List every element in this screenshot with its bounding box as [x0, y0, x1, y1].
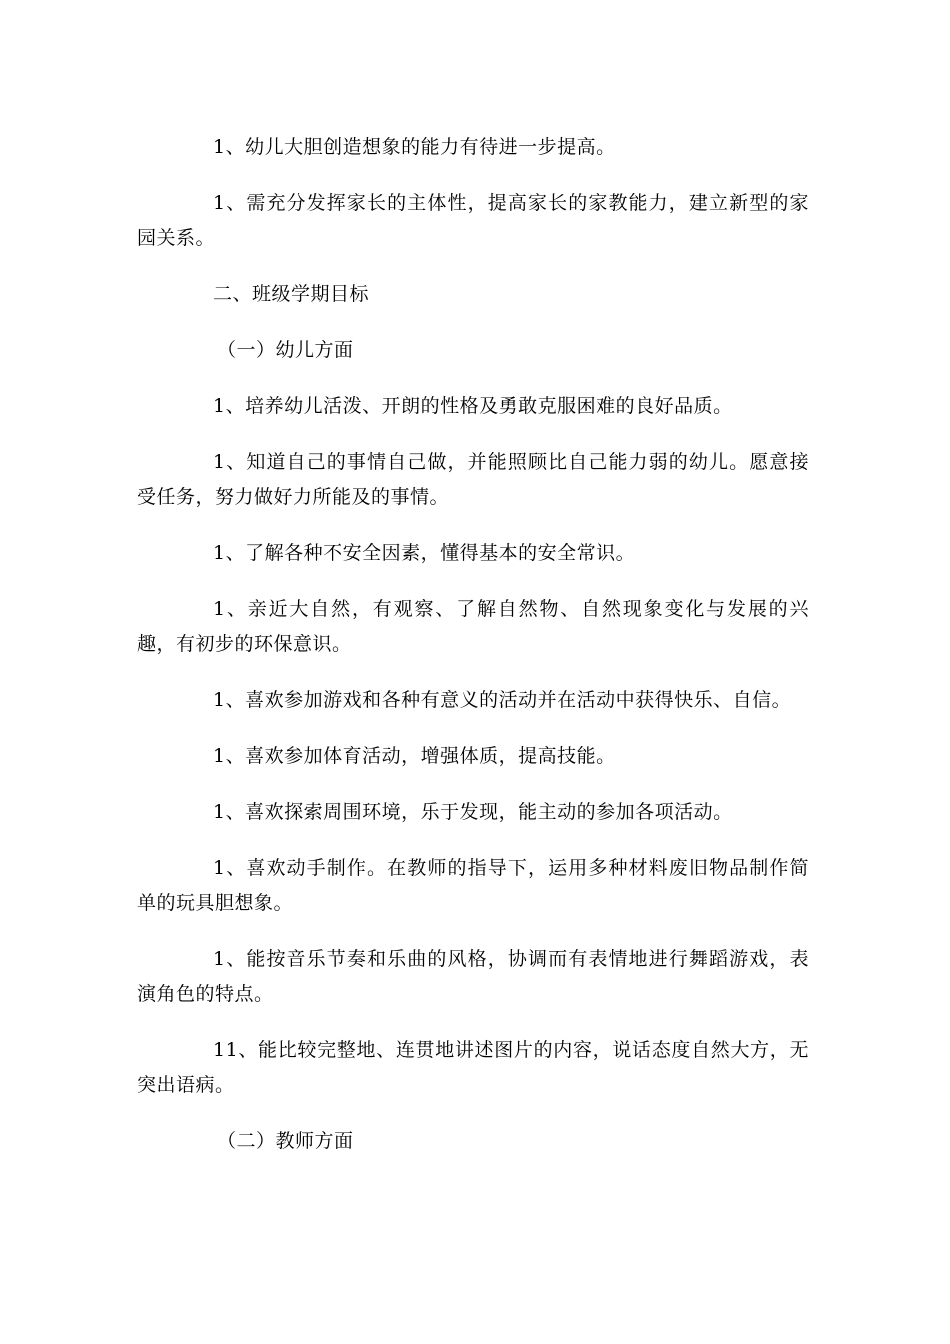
subsection-heading-children: （一）幼儿方面 [217, 339, 354, 361]
section-heading-class-goals: 二、班级学期目标 [213, 283, 370, 305]
list-item-goal: 1、培养幼儿活泼、开朗的性格及勇敢克服困难的良好品质。 [213, 395, 733, 417]
list-item-goal: 1、喜欢探索周围环境，乐于发现，能主动的参加各项活动。 [213, 801, 733, 823]
list-item-goal: 11、能比较完整地、连贯地讲述图片的内容，说话态度自然大方，无突出语病。 [137, 1039, 809, 1096]
subsection-heading-teachers: （二）教师方面 [217, 1130, 354, 1152]
list-item-goal: 1、亲近大自然，有观察、了解自然物、自然现象变化与发展的兴趣，有初步的环保意识。 [137, 598, 809, 655]
list-item-goal: 1、知道自己的事情自己做，并能照顾比自己能力弱的幼儿。愿意接受任务，努力做好力所能及的事情。 [137, 451, 809, 508]
list-item-goal: 1、了解各种不安全因素，懂得基本的安全常识。 [213, 542, 636, 564]
list-item-goal: 1、喜欢动手制作。在教师的指导下，运用多种材料废旧物品制作简单的玩具胆想象。 [137, 857, 809, 914]
list-item-goal: 1、能按音乐节奏和乐曲的风格，协调而有表情地进行舞蹈游戏，表演角色的特点。 [137, 948, 809, 1005]
document-body [137, 130, 809, 1180]
list-item-goal: 1、喜欢参加体育活动，增强体质，提高技能。 [213, 745, 616, 767]
list-item-goal: 1、喜欢参加游戏和各种有意义的活动并在活动中获得快乐、自信。 [213, 689, 792, 711]
paragraph-parents: 1、需充分发挥家长的主体性，提高家长的家教能力，建立新型的家园关系。 [137, 192, 809, 249]
paragraph-creativity: 1、幼儿大胆创造想象的能力有待进一步提高。 [213, 136, 616, 158]
